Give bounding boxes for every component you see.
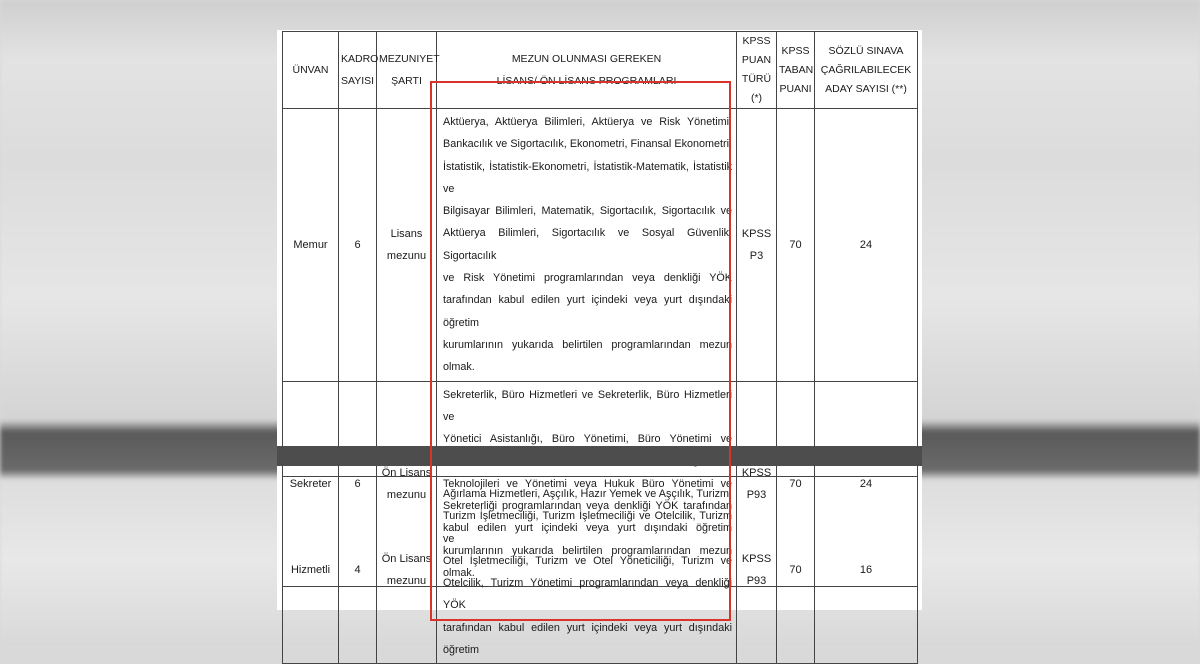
document-page	[277, 30, 922, 657]
cell-taban: 70	[777, 477, 815, 664]
table-row	[283, 109, 918, 382]
header-program: MEZUN OLUNMASI GEREKEN LİSANS/ ÖN LİSANS PROGRAMLARI	[437, 32, 737, 109]
header-sozlu-sinav: SÖZLÜ SINAVA ÇAĞRILABILECEK ADAY SAYISI (**)	[815, 32, 918, 109]
cell-puan-turu: KPSS P93	[737, 477, 777, 664]
cell-program: Aktüerya, Aktüerya Bilimleri, Aktüerya ve Risk Yönetimi, Bankacılık ve Sigortacılık, Ekonometri, Finansal Ekonometri, İstatistik, İstatistik-Ekonometri, İstatistik-Matematik, İstatistik ve Bilgisayar Bilimleri, Matematik, Sigortacılık, Sigortacılık ve Aktüerya Bilimleri, Sigortacılık ve Sosyal Güvenlik, Sigortacılık ve Risk Yönetimi programlarından veya denkliği YÖK tarafından kabul edilen yurt içindeki veya yurt dışındaki öğretim kurumlarının yukarıda belirtilen programlarından mezun olmak.	[437, 109, 737, 382]
cell-puan-turu: KPSS P3	[737, 109, 777, 382]
cell-unvan: Hizmetli	[283, 477, 339, 664]
cell-program: Ağırlama Hizmetleri, Aşçılık, Hazır Yemek ve Aşçılık, Turizm, Turizm İşletmeciliği, Turizm İşletmeciliği ve Otelcilik, Turizm ve Otel İşletmeciliği, Turizm ve Otel Yöneticiliği, Turizm ve Otelcilik, Turizm Yönetimi programlarından veya denkliği YÖK tarafından kabul edilen yurt içindeki veya yurt dışındaki öğretim	[437, 477, 737, 664]
header-taban-puani: KPSS TABAN PUANI	[777, 32, 815, 109]
cell-program: Sekreterlik, Büro Hizmetleri ve Sekreterlik, Büro Hizmetleri ve Yönetici Asistanlığı, Büro Yönetimi, Büro Yönetimi ve Teknolojileri ve Yönetimi veya Hukuk Büro Yönetimi ve Sekreterliği programlarından veya denkliği YÖK tarafından kabul edilen yurt içindeki veya yurt dışındaki öğretim kurumlarının yukarıda belirtilen programlarından mezun olmak.	[437, 381, 737, 587]
cell-unvan: Sekreter	[283, 381, 339, 587]
header-kadro: KADRO SAYISI	[339, 32, 377, 109]
cell-taban: 70	[777, 109, 815, 382]
cell-sozlu: 24	[815, 381, 918, 587]
cell-puan-turu: KPSS P93	[737, 381, 777, 587]
cell-mezuniyet: Ön Lisans mezunu	[377, 477, 437, 664]
header-mezuniyet: MEZUNIYET ŞARTI	[377, 32, 437, 109]
cell-taban: 70	[777, 381, 815, 587]
cell-kadro: 4	[339, 477, 377, 664]
header-puan-turu: KPSS PUAN TÜRÜ (*)	[737, 32, 777, 109]
table-row	[283, 477, 918, 664]
cell-mezuniyet: Ön Lisans mezunu	[377, 381, 437, 587]
cell-mezuniyet: Lisans mezunu	[377, 109, 437, 382]
cell-unvan: Memur	[283, 109, 339, 382]
cell-sozlu: 24	[815, 109, 918, 382]
cell-kadro: 6	[339, 109, 377, 382]
cell-kadro: 6	[339, 381, 377, 587]
header-unvan: ÜNVAN	[283, 32, 339, 109]
cell-sozlu: 16	[815, 477, 918, 664]
table-header-row	[283, 32, 918, 109]
page-break-band	[277, 446, 922, 466]
positions-table-continued	[282, 476, 918, 664]
